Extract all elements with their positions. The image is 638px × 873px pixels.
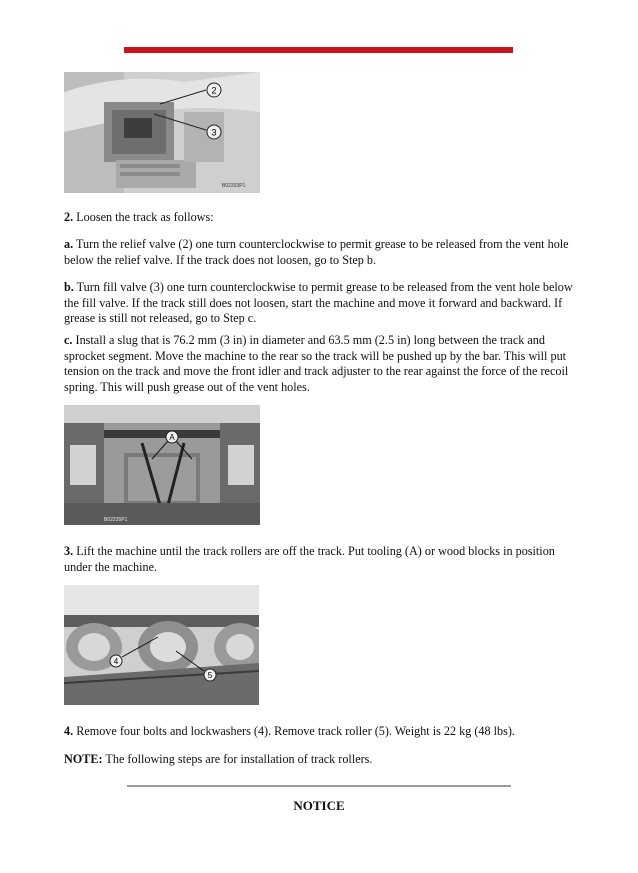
step-4: 4. Remove four bolts and lockwashers (4). Remove track roller (5). Weight is 22 kg (48 lbs).	[64, 724, 515, 738]
figure-tooling-photo	[64, 405, 260, 525]
figure-code: B02333P1	[222, 183, 246, 189]
callout-a-label: A	[169, 433, 175, 442]
step-2b: b. Turn fill valve (3) one turn counterclockwise to permit grease to be released from the vent hole below the fill valve. If the track still does not loosen, start the machine and move it forward and backward. If grease is still not released, go to Step c.	[64, 280, 573, 325]
installation-note: NOTE: The following steps are for installation of track rollers.	[64, 752, 373, 766]
step-2: 2. Loosen the track as follows:	[64, 210, 214, 224]
step-2c: c. Install a slug that is 76.2 mm (3 in) in diameter and 63.5 mm (2.5 in) long between the track and sprocket segment. Move the machine to the rear so the track will be pushed up by the bar. This will put tension on the track and move the front idler and track adjuster to the rear against the force of the recoil spring. This will push grease out of the vent holes.	[64, 333, 569, 394]
figure-track-roller-photo	[64, 585, 259, 705]
top-accent-rule	[124, 47, 513, 53]
figure-code: B02235P1	[104, 517, 128, 523]
callout-5-label: 5	[207, 671, 213, 680]
step-2a: a. Turn the relief valve (2) one turn counterclockwise to permit grease to be released from the vent hole below the relief valve. If the track does not loosen, go to Step b.	[64, 237, 569, 267]
callout-4-label: 4	[113, 657, 119, 666]
notice-divider	[127, 785, 511, 787]
figure-valves-photo	[64, 72, 260, 193]
callout-2-label: 2	[211, 85, 217, 96]
callout-3-label: 3	[211, 127, 217, 138]
notice-heading: NOTICE	[293, 798, 345, 813]
step-3: 3. Lift the machine until the track rollers are off the track. Put tooling (A) or wood blocks in position under the machine.	[64, 544, 555, 574]
